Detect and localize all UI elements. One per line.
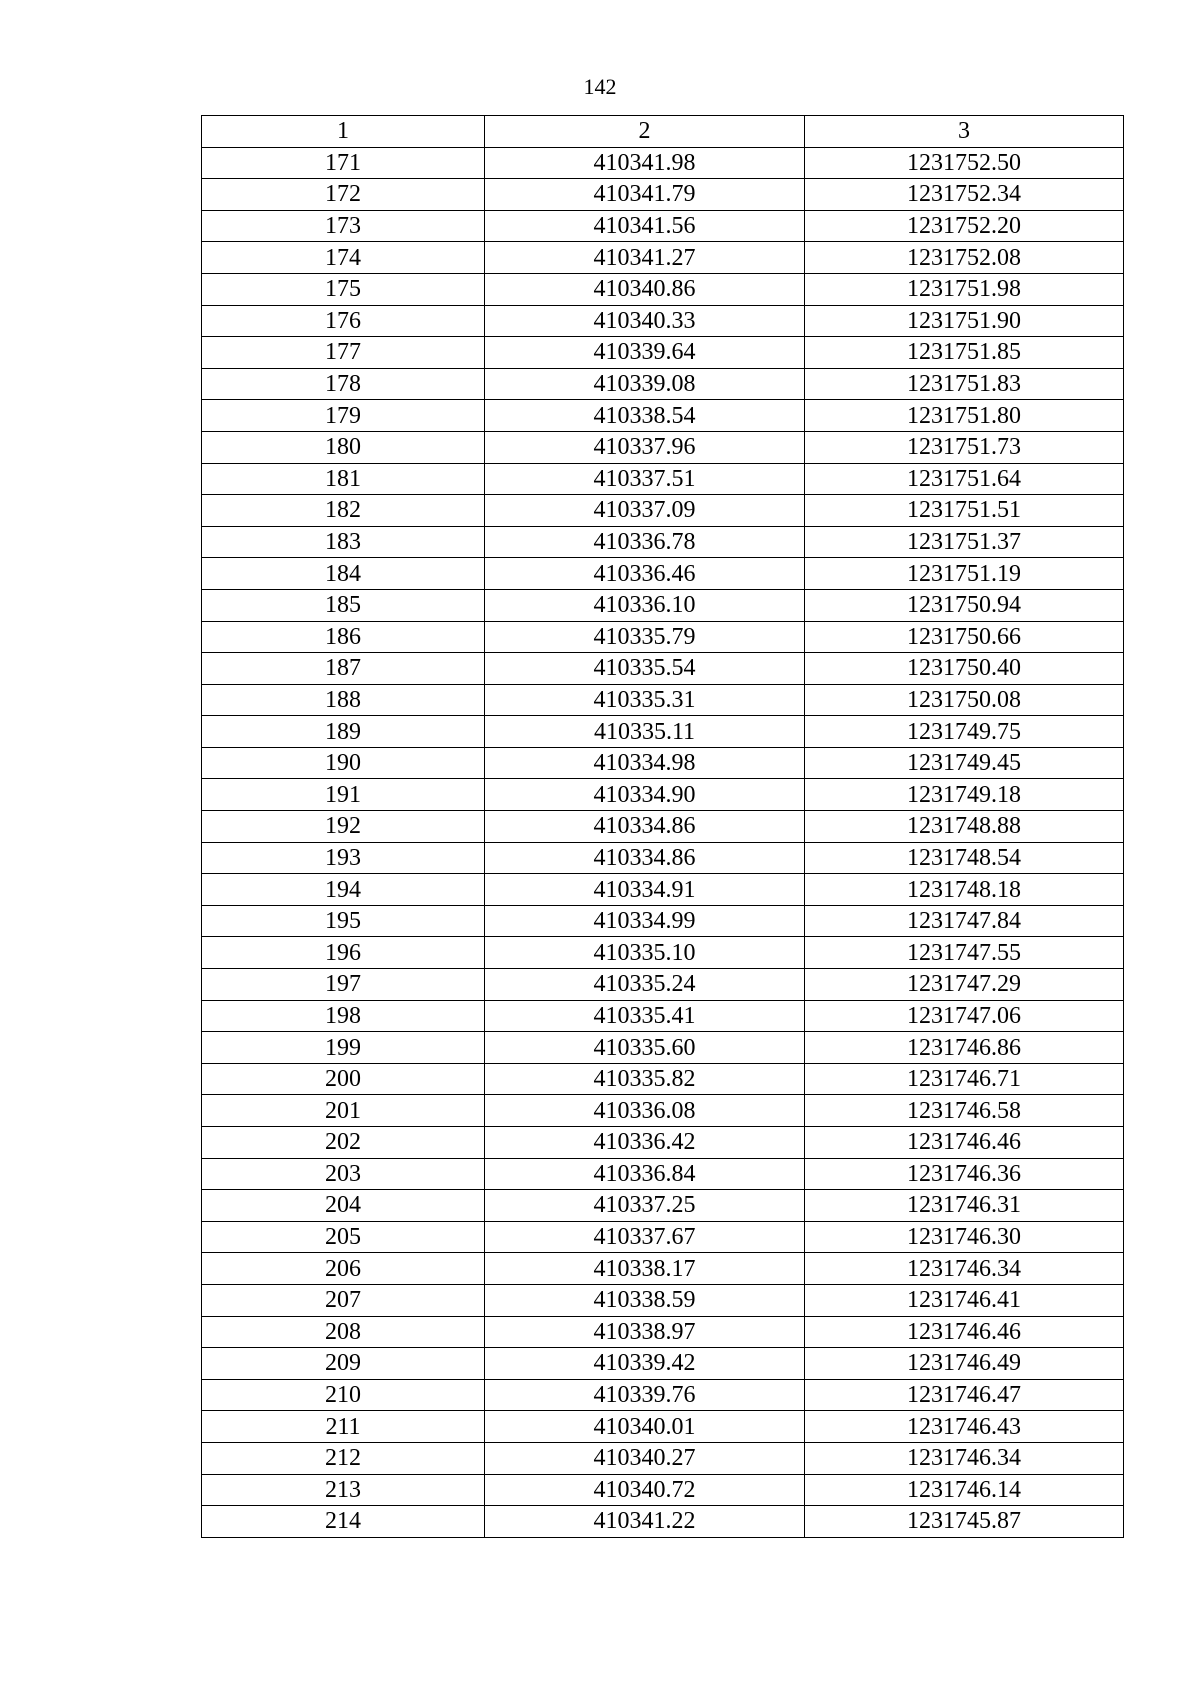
y-coordinate-cell: 1231750.94 [805,589,1124,621]
table-row [202,905,1124,937]
x-coordinate-cell: 410336.84 [485,1158,805,1190]
point-number-cell: 213 [202,1474,485,1506]
point-number-cell: 182 [202,495,485,527]
point-number-cell: 194 [202,874,485,906]
point-number-cell: 177 [202,337,485,369]
x-coordinate-cell: 410336.10 [485,589,805,621]
point-number-cell: 202 [202,1127,485,1159]
y-coordinate-cell: 1231751.37 [805,526,1124,558]
point-number-cell: 201 [202,1095,485,1127]
x-coordinate-cell: 410335.54 [485,653,805,685]
x-coordinate-cell: 410337.25 [485,1190,805,1222]
table-row [202,305,1124,337]
table-row [202,684,1124,716]
column-header-2: 2 [485,116,805,148]
table-row [202,368,1124,400]
y-coordinate-cell: 1231751.73 [805,431,1124,463]
x-coordinate-cell: 410336.78 [485,526,805,558]
point-number-cell: 180 [202,431,485,463]
x-coordinate-cell: 410334.90 [485,779,805,811]
x-coordinate-cell: 410336.46 [485,558,805,590]
x-coordinate-cell: 410335.24 [485,969,805,1001]
table-row [202,463,1124,495]
x-coordinate-cell: 410337.67 [485,1221,805,1253]
point-number-cell: 179 [202,400,485,432]
table-row [202,969,1124,1001]
table-row [202,1506,1124,1538]
y-coordinate-cell: 1231748.54 [805,842,1124,874]
x-coordinate-cell: 410338.54 [485,400,805,432]
table-row [202,273,1124,305]
point-number-cell: 197 [202,969,485,1001]
y-coordinate-cell: 1231746.34 [805,1442,1124,1474]
x-coordinate-cell: 410334.99 [485,905,805,937]
table-row [202,1095,1124,1127]
y-coordinate-cell: 1231746.71 [805,1063,1124,1095]
page-number: 142 [583,74,617,99]
x-coordinate-cell: 410340.86 [485,273,805,305]
point-number-cell: 185 [202,589,485,621]
table-row [202,1253,1124,1285]
table-row [202,779,1124,811]
x-coordinate-cell: 410335.31 [485,684,805,716]
coordinates-table [201,115,1124,1538]
y-coordinate-cell: 1231752.50 [805,147,1124,179]
x-coordinate-cell: 410334.86 [485,842,805,874]
point-number-cell: 191 [202,779,485,811]
point-number-cell: 207 [202,1284,485,1316]
point-number-cell: 211 [202,1411,485,1443]
table-row [202,242,1124,274]
table-row [202,1190,1124,1222]
y-coordinate-cell: 1231746.43 [805,1411,1124,1443]
point-number-cell: 208 [202,1316,485,1348]
point-number-cell: 192 [202,811,485,843]
table-row [202,431,1124,463]
table-row [202,716,1124,748]
point-number-cell: 186 [202,621,485,653]
y-coordinate-cell: 1231746.34 [805,1253,1124,1285]
table-row [202,1032,1124,1064]
y-coordinate-cell: 1231747.29 [805,969,1124,1001]
y-coordinate-cell: 1231746.46 [805,1127,1124,1159]
y-coordinate-cell: 1231746.49 [805,1348,1124,1380]
y-coordinate-cell: 1231749.75 [805,716,1124,748]
point-number-cell: 189 [202,716,485,748]
y-coordinate-cell: 1231751.19 [805,558,1124,590]
point-number-cell: 175 [202,273,485,305]
table-row [202,558,1124,590]
column-header-1: 1 [202,116,485,148]
point-number-cell: 176 [202,305,485,337]
x-coordinate-cell: 410340.01 [485,1411,805,1443]
x-coordinate-cell: 410335.82 [485,1063,805,1095]
point-number-cell: 178 [202,368,485,400]
y-coordinate-cell: 1231750.66 [805,621,1124,653]
point-number-cell: 198 [202,1000,485,1032]
table-row [202,842,1124,874]
point-number-cell: 188 [202,684,485,716]
table-row [202,1127,1124,1159]
y-coordinate-cell: 1231752.34 [805,179,1124,211]
point-number-cell: 190 [202,747,485,779]
x-coordinate-cell: 410335.60 [485,1032,805,1064]
y-coordinate-cell: 1231746.86 [805,1032,1124,1064]
x-coordinate-cell: 410340.27 [485,1442,805,1474]
table-row [202,1474,1124,1506]
table-row [202,147,1124,179]
point-number-cell: 203 [202,1158,485,1190]
header-row [202,116,1124,148]
table-body [202,147,1124,1537]
x-coordinate-cell: 410337.51 [485,463,805,495]
table-row [202,1000,1124,1032]
point-number-cell: 196 [202,937,485,969]
y-coordinate-cell: 1231746.41 [805,1284,1124,1316]
x-coordinate-cell: 410338.97 [485,1316,805,1348]
x-coordinate-cell: 410335.11 [485,716,805,748]
point-number-cell: 210 [202,1379,485,1411]
table-row [202,495,1124,527]
point-number-cell: 172 [202,179,485,211]
point-number-cell: 212 [202,1442,485,1474]
table-row [202,1442,1124,1474]
y-coordinate-cell: 1231750.08 [805,684,1124,716]
y-coordinate-cell: 1231746.36 [805,1158,1124,1190]
table-row [202,1316,1124,1348]
table-row [202,937,1124,969]
y-coordinate-cell: 1231746.14 [805,1474,1124,1506]
y-coordinate-cell: 1231748.88 [805,811,1124,843]
table-header [202,116,1124,148]
x-coordinate-cell: 410335.10 [485,937,805,969]
y-coordinate-cell: 1231749.45 [805,747,1124,779]
point-number-cell: 214 [202,1506,485,1538]
table-row [202,1221,1124,1253]
point-number-cell: 204 [202,1190,485,1222]
y-coordinate-cell: 1231748.18 [805,874,1124,906]
x-coordinate-cell: 410338.17 [485,1253,805,1285]
x-coordinate-cell: 410341.79 [485,179,805,211]
table-row [202,811,1124,843]
y-coordinate-cell: 1231751.51 [805,495,1124,527]
table-row [202,621,1124,653]
point-number-cell: 209 [202,1348,485,1380]
y-coordinate-cell: 1231749.18 [805,779,1124,811]
table-row [202,400,1124,432]
point-number-cell: 173 [202,210,485,242]
y-coordinate-cell: 1231752.20 [805,210,1124,242]
y-coordinate-cell: 1231746.31 [805,1190,1124,1222]
x-coordinate-cell: 410340.33 [485,305,805,337]
x-coordinate-cell: 410334.98 [485,747,805,779]
point-number-cell: 205 [202,1221,485,1253]
table-row [202,337,1124,369]
y-coordinate-cell: 1231751.83 [805,368,1124,400]
point-number-cell: 199 [202,1032,485,1064]
x-coordinate-cell: 410337.09 [485,495,805,527]
table-row [202,747,1124,779]
point-number-cell: 200 [202,1063,485,1095]
x-coordinate-cell: 410334.86 [485,811,805,843]
point-number-cell: 181 [202,463,485,495]
x-coordinate-cell: 410335.79 [485,621,805,653]
x-coordinate-cell: 410339.08 [485,368,805,400]
y-coordinate-cell: 1231751.85 [805,337,1124,369]
x-coordinate-cell: 410341.56 [485,210,805,242]
table-row [202,1411,1124,1443]
y-coordinate-cell: 1231751.98 [805,273,1124,305]
y-coordinate-cell: 1231747.84 [805,905,1124,937]
table-row [202,1284,1124,1316]
point-number-cell: 206 [202,1253,485,1285]
table-row [202,589,1124,621]
x-coordinate-cell: 410338.59 [485,1284,805,1316]
y-coordinate-cell: 1231751.80 [805,400,1124,432]
table-row [202,1063,1124,1095]
y-coordinate-cell: 1231751.90 [805,305,1124,337]
table-row [202,874,1124,906]
table-row [202,1379,1124,1411]
y-coordinate-cell: 1231750.40 [805,653,1124,685]
table-row [202,1348,1124,1380]
point-number-cell: 187 [202,653,485,685]
x-coordinate-cell: 410341.98 [485,147,805,179]
y-coordinate-cell: 1231745.87 [805,1506,1124,1538]
x-coordinate-cell: 410340.72 [485,1474,805,1506]
x-coordinate-cell: 410341.27 [485,242,805,274]
point-number-cell: 184 [202,558,485,590]
y-coordinate-cell: 1231746.30 [805,1221,1124,1253]
x-coordinate-cell: 410334.91 [485,874,805,906]
table-row [202,1158,1124,1190]
x-coordinate-cell: 410336.08 [485,1095,805,1127]
y-coordinate-cell: 1231752.08 [805,242,1124,274]
point-number-cell: 193 [202,842,485,874]
y-coordinate-cell: 1231751.64 [805,463,1124,495]
y-coordinate-cell: 1231746.58 [805,1095,1124,1127]
x-coordinate-cell: 410337.96 [485,431,805,463]
point-number-cell: 195 [202,905,485,937]
x-coordinate-cell: 410335.41 [485,1000,805,1032]
table-row [202,526,1124,558]
point-number-cell: 183 [202,526,485,558]
y-coordinate-cell: 1231747.55 [805,937,1124,969]
point-number-cell: 171 [202,147,485,179]
point-number-cell: 174 [202,242,485,274]
x-coordinate-cell: 410341.22 [485,1506,805,1538]
x-coordinate-cell: 410336.42 [485,1127,805,1159]
x-coordinate-cell: 410339.64 [485,337,805,369]
table-row [202,179,1124,211]
y-coordinate-cell: 1231747.06 [805,1000,1124,1032]
x-coordinate-cell: 410339.76 [485,1379,805,1411]
table-row [202,210,1124,242]
x-coordinate-cell: 410339.42 [485,1348,805,1380]
y-coordinate-cell: 1231746.46 [805,1316,1124,1348]
table-row [202,653,1124,685]
y-coordinate-cell: 1231746.47 [805,1379,1124,1411]
column-header-3: 3 [805,116,1124,148]
